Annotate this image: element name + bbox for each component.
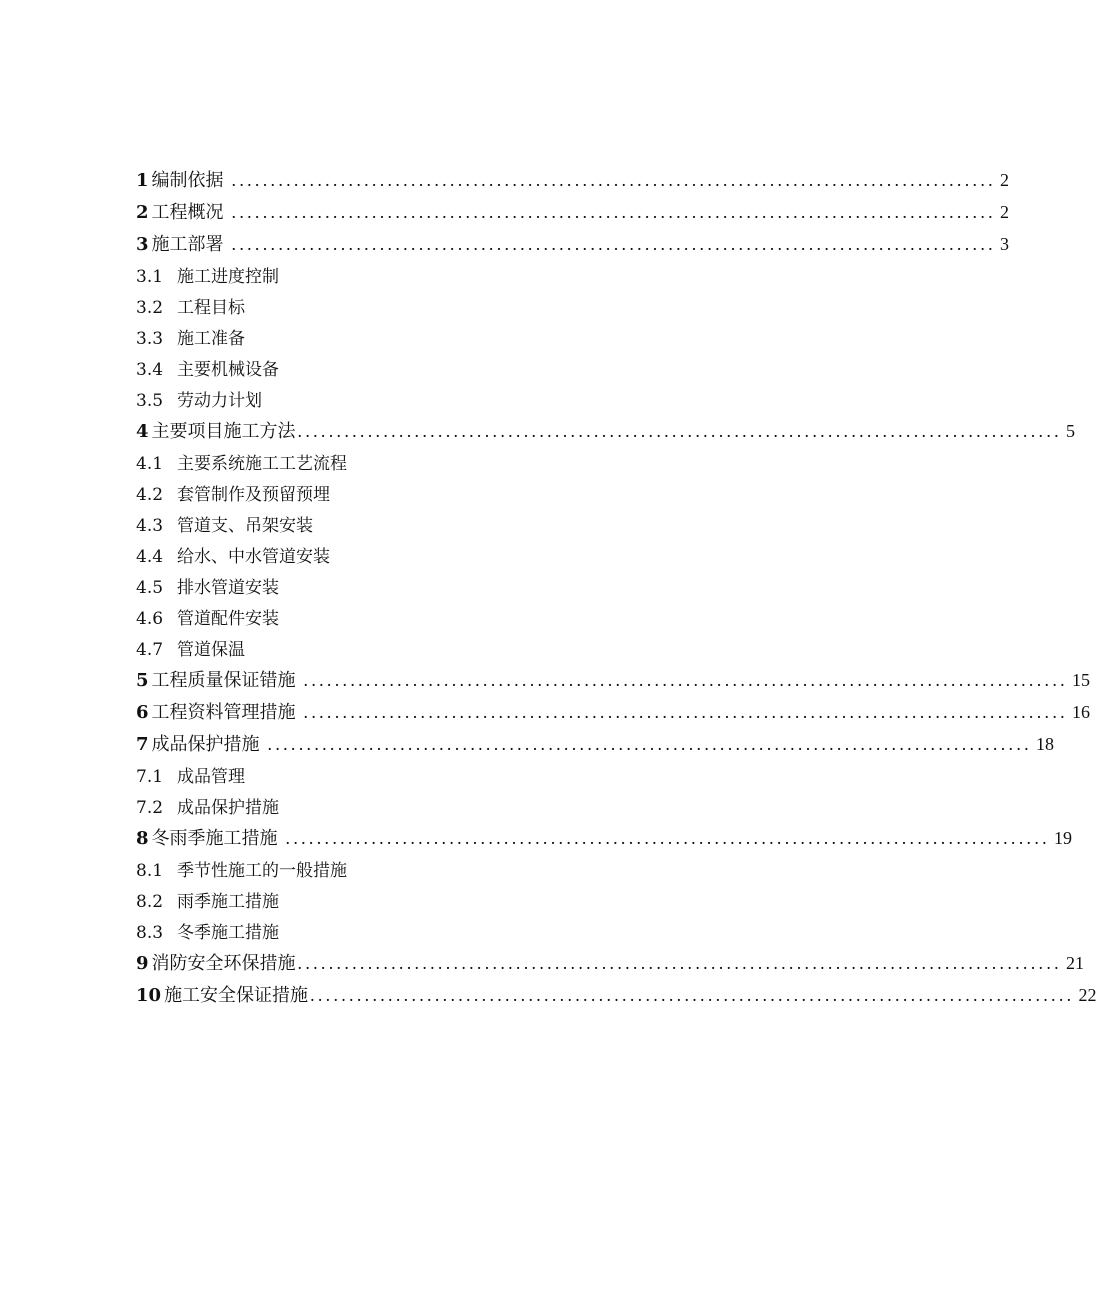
toc-entry[interactable] (136, 981, 1096, 1013)
toc-entry-number: 9 (136, 953, 149, 974)
toc-entry-number: 7 (136, 734, 149, 755)
toc-entry-title: 给水、中水管道安装 (177, 547, 331, 567)
toc-subentry[interactable] (136, 573, 778, 604)
toc-entry-title: 工程概况 (151, 202, 224, 223)
toc-subentry[interactable] (136, 449, 778, 480)
toc-subentry[interactable] (136, 887, 778, 918)
toc-entry-number: 1 (136, 170, 149, 191)
toc-entry-title: 成品保护措施 (151, 734, 260, 755)
toc-entry-title: 施工进度控制 (177, 267, 280, 287)
toc-subentry[interactable] (136, 604, 778, 635)
toc-entry-number: 4.2 (136, 485, 164, 505)
toc-subentry[interactable] (136, 542, 778, 573)
toc-entry-number: 4.3 (136, 516, 164, 536)
toc-entry-number: 2 (136, 202, 149, 223)
dot-leader: .................................................................................................. (310, 985, 1075, 1005)
toc-subentry[interactable] (136, 856, 778, 887)
toc-entry-number: 4.1 (136, 454, 164, 474)
toc-entry-number: 3.2 (136, 298, 164, 318)
toc-entry-number: 6 (136, 702, 149, 723)
dot-leader: .................................................................................................. (267, 734, 1032, 754)
toc-entry[interactable] (136, 230, 1009, 262)
toc-entry-page: 16 (1071, 702, 1090, 722)
toc-entry-title: 编制依据 (151, 170, 224, 191)
toc-entry-title: 主要系统施工工艺流程 (177, 454, 348, 474)
toc-entry[interactable] (136, 166, 1009, 198)
toc-subentry[interactable] (136, 262, 778, 293)
toc-entry-page: 3 (999, 234, 1009, 254)
toc-subentry[interactable] (136, 793, 778, 824)
toc-entry-title: 施工准备 (177, 329, 246, 349)
toc-entry[interactable] (136, 730, 1054, 762)
toc-entry-number: 3.5 (136, 391, 164, 411)
toc-subentry[interactable] (136, 386, 778, 417)
toc-entry-number: 4.4 (136, 547, 164, 567)
toc-entry-title: 主要机械设备 (177, 360, 280, 380)
table-of-contents (136, 166, 1096, 1013)
dot-leader: .................................................................................................. (303, 670, 1068, 690)
toc-entry-title: 管道配件安装 (177, 609, 280, 629)
toc-entry-title: 工程资料管理措施 (151, 702, 296, 723)
toc-entry-title: 管道支、吊架安装 (177, 516, 314, 536)
toc-subentry[interactable] (136, 918, 778, 949)
toc-entry-title: 成品管理 (177, 767, 246, 787)
toc-entry-page: 5 (1065, 421, 1075, 441)
toc-entry-number: 8 (136, 828, 149, 849)
toc-subentry[interactable] (136, 480, 778, 511)
toc-entry-page: 2 (999, 202, 1009, 222)
toc-entry-number: 4.7 (136, 640, 164, 660)
dot-leader: .................................................................................................. (231, 170, 996, 190)
toc-entry[interactable] (136, 666, 1090, 698)
toc-entry-number: 8.1 (136, 861, 164, 881)
toc-entry-title: 消防安全环保措施 (151, 953, 296, 974)
dot-leader: .................................................................................................. (285, 828, 1050, 848)
toc-entry-number: 7.2 (136, 798, 164, 818)
toc-entry-page: 21 (1065, 953, 1084, 973)
toc-entry-number: 3.3 (136, 329, 164, 349)
dot-leader: .................................................................................................. (303, 702, 1068, 722)
toc-entry-page: 18 (1035, 734, 1054, 754)
toc-entry-title: 主要项目施工方法 (151, 421, 296, 442)
toc-entry[interactable] (136, 949, 1084, 981)
toc-entry-page: 19 (1053, 828, 1072, 848)
toc-entry-title: 排水管道安装 (177, 578, 280, 598)
toc-entry-page: 22 (1078, 985, 1096, 1005)
toc-subentry[interactable] (136, 355, 778, 386)
toc-entry-title: 工程质量保证错施 (151, 670, 296, 691)
toc-entry-number: 3.4 (136, 360, 164, 380)
toc-entry-title: 工程目标 (177, 298, 246, 318)
toc-entry[interactable] (136, 824, 1072, 856)
toc-entry-title: 管道保温 (177, 640, 246, 660)
toc-entry-number: 3 (136, 234, 149, 255)
toc-entry-title: 雨季施工措施 (177, 892, 280, 912)
toc-subentry[interactable] (136, 324, 778, 355)
dot-leader: .................................................................................................. (231, 234, 996, 254)
toc-entry[interactable] (136, 698, 1090, 730)
toc-entry-number: 4.5 (136, 578, 164, 598)
dot-leader: .................................................................................................. (297, 421, 1062, 441)
toc-entry-number: 8.3 (136, 923, 164, 943)
toc-entry-number: 4.6 (136, 609, 164, 629)
toc-entry-page: 2 (999, 170, 1009, 190)
toc-entry-title: 成品保护措施 (177, 798, 280, 818)
toc-entry-number: 4 (136, 421, 149, 442)
dot-leader: .................................................................................................. (297, 953, 1062, 973)
toc-subentry[interactable] (136, 511, 778, 542)
toc-entry-number: 3.1 (136, 267, 164, 287)
toc-entry-title: 施工部署 (151, 234, 224, 255)
toc-entry-title: 季节性施工的一般措施 (177, 861, 348, 881)
toc-entry-number: 10 (136, 985, 162, 1006)
toc-entry-number: 8.2 (136, 892, 164, 912)
toc-entry-title: 套管制作及预留预埋 (177, 485, 331, 505)
toc-entry-title: 冬季施工措施 (177, 923, 280, 943)
toc-entry[interactable] (136, 198, 1009, 230)
toc-subentry[interactable] (136, 293, 778, 324)
toc-entry-title: 施工安全保证措施 (164, 985, 309, 1006)
toc-entry-number: 5 (136, 670, 149, 691)
toc-entry[interactable] (136, 417, 1075, 449)
toc-entry-number: 7.1 (136, 767, 164, 787)
toc-entry-title: 劳动力计划 (177, 391, 263, 411)
toc-entry-title: 冬雨季施工措施 (151, 828, 278, 849)
toc-subentry[interactable] (136, 635, 778, 666)
toc-subentry[interactable] (136, 762, 778, 793)
toc-entry-page: 15 (1071, 670, 1090, 690)
dot-leader: .................................................................................................. (231, 202, 996, 222)
